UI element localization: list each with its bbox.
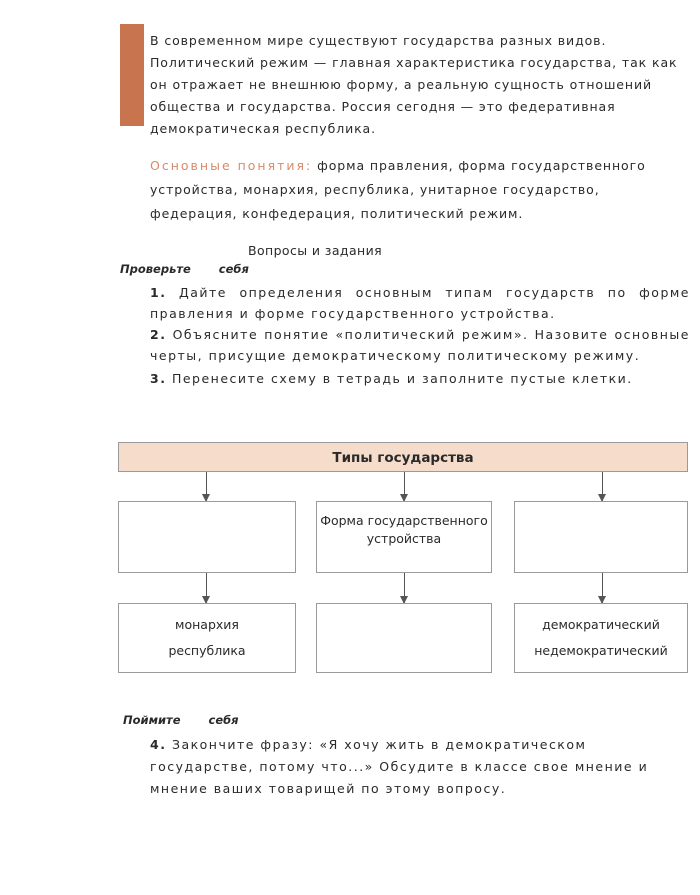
key-concepts bbox=[150, 154, 690, 226]
question-2 bbox=[150, 324, 690, 366]
intro-paragraph: В современном мире существуют государства разных видов. Политический режим — главная характеристика государства, так как он отражает не внешнюю форму, а реальную сущность отношений общества и государства. Россия сегодня — это федеративная демократическая республика. bbox=[150, 33, 678, 136]
question-number: 2. bbox=[150, 327, 167, 342]
political-regime-box bbox=[514, 501, 688, 573]
form-of-government-box bbox=[118, 501, 296, 573]
task-number: 4. bbox=[150, 737, 167, 752]
arrow-icon bbox=[404, 472, 405, 501]
key-concepts-label: Основные понятия: bbox=[150, 158, 313, 173]
question-number: 3. bbox=[150, 371, 167, 386]
question-text: Дайте определения основным типам государств по форме правления и форме государственного устройства. bbox=[150, 285, 690, 321]
arrow-icon bbox=[602, 573, 603, 603]
arrow-icon bbox=[206, 472, 207, 501]
government-forms-box bbox=[118, 603, 296, 673]
check-yourself-heading: Проверьте себя bbox=[120, 262, 249, 276]
territorial-structure-box bbox=[316, 501, 492, 573]
arrow-icon bbox=[206, 573, 207, 603]
democratic-label: демократический bbox=[542, 617, 660, 632]
state-types-diagram bbox=[118, 438, 690, 678]
question-number: 1. bbox=[150, 285, 167, 300]
question-3 bbox=[150, 368, 690, 389]
question-text: Объясните понятие «политический режим». Назовите основные черты, присущие демократическому политическому режиму. bbox=[150, 327, 690, 363]
empty-structure-box bbox=[316, 603, 492, 673]
monarchy-label: монархия bbox=[175, 617, 239, 632]
questions-list bbox=[150, 282, 690, 389]
task-text: Закончите фразу: «Я хочу жить в демократическом государстве, потому что...» Обсудите в классе свое мнение и мнение ваших товарищей по этому вопросу. bbox=[150, 737, 649, 796]
question-1 bbox=[150, 282, 690, 324]
understand-yourself-heading: Поймите себя bbox=[123, 713, 239, 727]
questions-title: Вопросы и задания bbox=[248, 243, 383, 258]
question-text: Перенесите схему в тетрадь и заполните пустые клетки. bbox=[171, 371, 633, 386]
territorial-structure-label: Форма государственного устройства bbox=[320, 513, 488, 546]
non-democratic-label: недемократический bbox=[534, 643, 668, 658]
regime-types-box bbox=[514, 603, 688, 673]
arrow-icon bbox=[602, 472, 603, 501]
republic-label: республика bbox=[168, 643, 246, 658]
accent-bar bbox=[120, 24, 144, 126]
key-concepts-text: форма правления, форма государственного устройства, монархия, республика, унитарное государство, федерация, конфедерация, политический режим. bbox=[150, 158, 646, 221]
diagram-header: Типы государства bbox=[118, 442, 688, 472]
final-task bbox=[150, 734, 690, 800]
arrow-icon bbox=[404, 573, 405, 603]
